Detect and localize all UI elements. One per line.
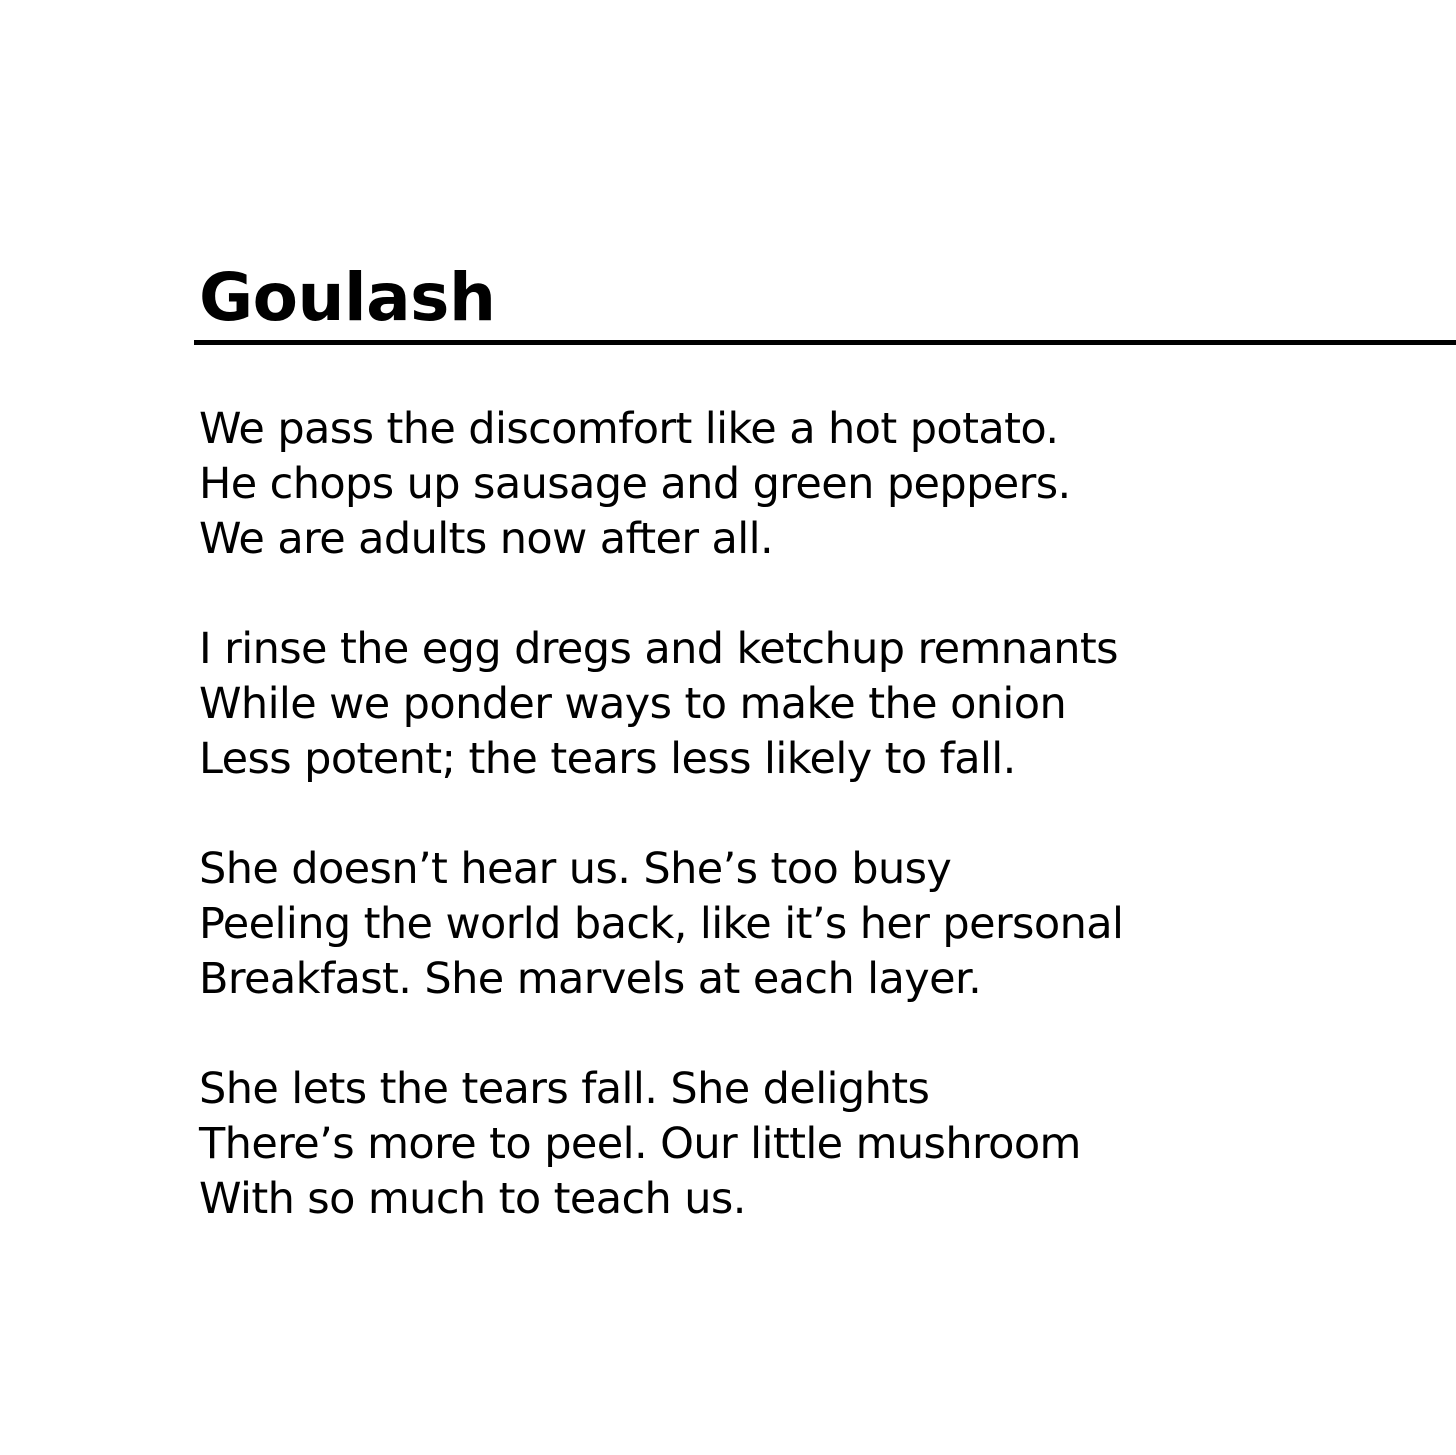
poem-title: Goulash [199,259,496,336]
poem-line: He chops up sausage and green peppers. [199,459,1071,509]
poem-line: There’s more to peel. Our little mushroom [199,1119,1081,1169]
poem-line: While we ponder ways to make the onion [199,679,1067,729]
stanza [199,402,1399,567]
stanza [199,842,1399,1007]
poem-line: Peeling the world back, like it’s her personal [199,899,1124,949]
stanza [199,622,1399,787]
poem-line: I rinse the egg dregs and ketchup remnants [199,624,1118,674]
poem-body [199,402,1399,1282]
stanza [199,1062,1399,1227]
poem-line: We pass the discomfort like a hot potato. [199,404,1059,454]
title-divider [194,340,1456,345]
poem-line: Less potent; the tears less likely to fall. [199,734,1016,784]
poem-line: She doesn’t hear us. She’s too busy [199,844,952,894]
poem-line: We are adults now after all. [199,514,774,564]
poem-line: She lets the tears fall. She delights [199,1064,930,1114]
poem-line: Breakfast. She marvels at each layer. [199,954,982,1004]
poem-line: With so much to teach us. [199,1174,746,1224]
